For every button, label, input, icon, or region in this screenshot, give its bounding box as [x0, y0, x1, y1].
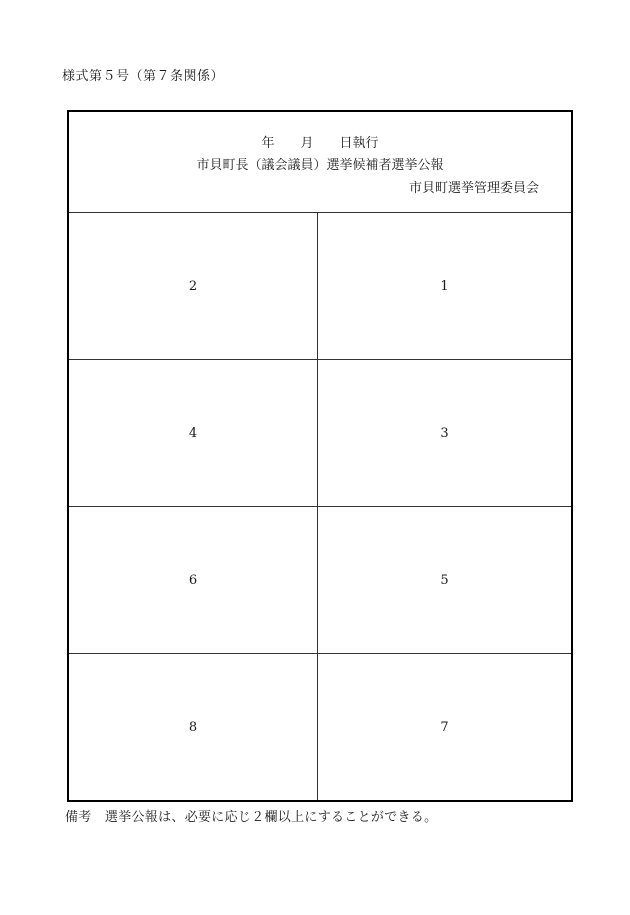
- form-number-label: 様式第５号（第７条関係）: [62, 69, 225, 84]
- candidate-cell-1: 1: [318, 213, 571, 360]
- issuer-name: 市貝町選挙管理委員会: [408, 181, 539, 196]
- candidate-cell-6: 6: [69, 507, 318, 654]
- candidate-cell-8: 8: [69, 654, 318, 800]
- candidate-cell-5: 5: [318, 507, 571, 654]
- election-date-line: 年 月 日執行: [261, 136, 379, 151]
- remarks-note: 備考 選挙公報は、必要に応じ２欄以上にすることができる。: [65, 810, 438, 825]
- candidate-cell-7: 7: [440, 719, 449, 735]
- candidate-cell-4: 4: [69, 360, 318, 507]
- bulletin-title: 市貝町長（議会議員）選挙候補者選挙公報: [196, 158, 444, 173]
- candidate-grid: [69, 213, 571, 800]
- bulletin-header: [69, 112, 571, 213]
- candidate-cell-3: 3: [318, 360, 571, 507]
- candidate-cell-2: 2: [69, 213, 318, 360]
- election-bulletin-frame: [67, 110, 573, 802]
